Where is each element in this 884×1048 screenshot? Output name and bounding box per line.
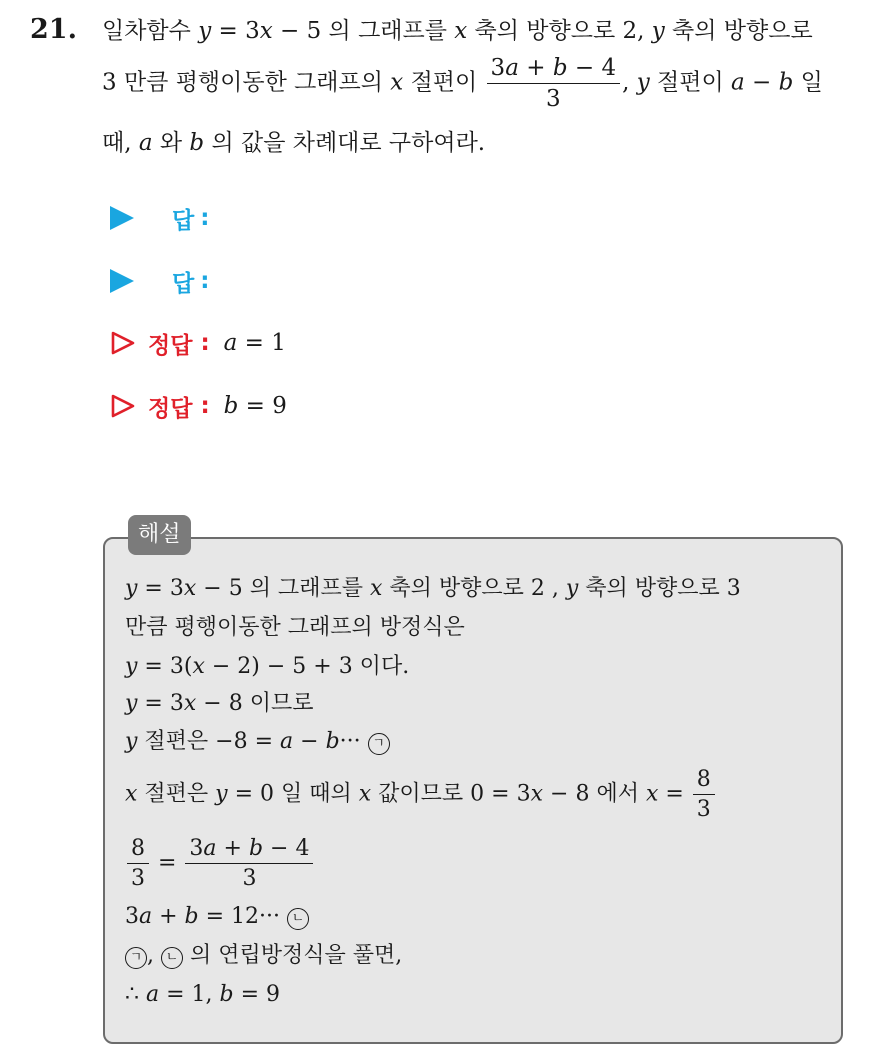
answer-row-2: 답 : xyxy=(110,265,209,297)
solution-line-10: ∴ a = 1, b = 9 xyxy=(125,982,281,1007)
eight-thirds-fraction: $\frac{8}{3}$ xyxy=(127,837,149,890)
circled-nieun-mark: ㄴ xyxy=(161,947,183,969)
outline-triangle-icon xyxy=(110,393,136,419)
x-intercept-fraction: $\frac{3a + b - 4}{3}$ xyxy=(487,56,621,111)
answer-row-1: 답 : xyxy=(110,202,209,234)
question-line-3: 때, a 와 b 의 값을 차례대로 구하여라. xyxy=(102,130,486,156)
question-line-2: 3 만큼 평행이동한 그래프의 x 절편이 $\frac{3a + b - 4}{3}$ , y 절편이 a − b 일 xyxy=(102,55,823,113)
solution-line-3: y = 3(x − 2) − 5 + 3 이다. xyxy=(125,654,410,679)
question-number: 21. xyxy=(30,14,77,45)
solution-line-4: y = 3x − 8 이므로 xyxy=(125,691,314,716)
correct-answer-value: a = 1 xyxy=(223,330,286,356)
answer-label: 답 xyxy=(172,270,195,297)
solution-line-9: ㄱ , ㄴ 의 연립방정식을 풀면, xyxy=(125,945,402,969)
circled-giyeok-mark: ㄱ xyxy=(368,733,390,755)
solution-line-6: x 절편은 y = 0 일 때의 x 값이므로 0 = 3x − 8 에서 x = $\frac{8}{3}$ xyxy=(125,768,717,821)
solution-line-1: y = 3x − 5 의 그래프를 x 축의 방향으로 2 , y 축의 방향으로 3 xyxy=(125,576,741,601)
correct-answer-row-1: 정답 : a = 1 xyxy=(110,327,286,359)
filled-triangle-icon xyxy=(110,269,134,293)
x-value-fraction: $\frac{8}{3}$ xyxy=(693,768,715,821)
solution-line-2: 만큼 평행이동한 그래프의 방정식은 xyxy=(125,615,465,640)
solution-line-5: y 절편은 −8 = a − b··· ㄱ xyxy=(125,731,390,755)
correct-answer-label: 정답 xyxy=(148,395,193,422)
filled-triangle-icon xyxy=(110,206,134,230)
x-intercept-expression-fraction: $\frac{3a + b - 4}{3}$ xyxy=(185,837,313,890)
correct-answer-label: 정답 xyxy=(148,332,193,359)
solution-line-7: $\frac{8}{3}$ = $\frac{3a + b - 4}{3}$ xyxy=(125,837,315,890)
circled-nieun-mark: ㄴ xyxy=(287,908,309,930)
outline-triangle-icon xyxy=(110,330,136,356)
answer-label: 답 xyxy=(172,207,195,234)
correct-answer-value: b = 9 xyxy=(223,393,287,419)
question-line-1: 일차함수 y = 3x − 5 의 그래프를 x 축의 방향으로 2, y 축의 방향으로 xyxy=(102,18,813,44)
solution-tag: 해설 xyxy=(128,515,191,555)
circled-giyeok-mark: ㄱ xyxy=(125,947,147,969)
solution-line-8: 3a + b = 12··· ㄴ xyxy=(125,906,309,930)
correct-answer-row-2: 정답 : b = 9 xyxy=(110,390,287,422)
